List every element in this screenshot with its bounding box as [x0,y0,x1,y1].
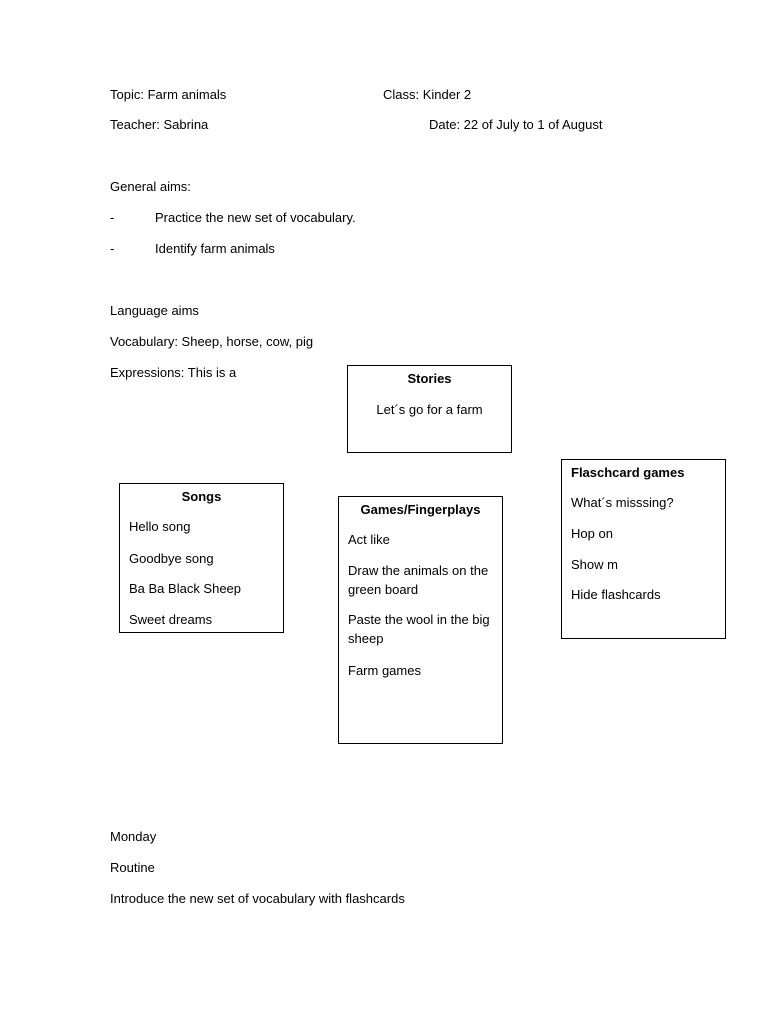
games-item: Act like [348,532,390,547]
games-item: Farm games [348,663,421,678]
games-title: Games/Fingerplays [360,502,481,517]
stories-box [347,365,512,453]
games-item: Paste the wool in the big sheep [348,612,490,646]
flashcard-games-item: Hide flashcards [571,587,661,602]
flashcard-games-title: Flaschcard games [571,465,685,480]
songs-item: Goodbye song [129,551,214,566]
class-label: Class: Kinder 2 [383,87,472,102]
general-aim-2: Identify farm animals [155,241,275,256]
date-label: Date: 22 of July to 1 of August [429,117,603,132]
flashcard-games-item: What´s misssing? [571,495,674,510]
teacher-label: Teacher: Sabrina [110,117,209,132]
general-aim-bullet-2: - [110,241,115,256]
general-aim-bullet-1: - [110,210,115,225]
monday-heading: Monday [110,829,157,844]
monday-activity: Introduce the new set of vocabulary with flashcards [110,891,405,906]
songs-box [119,483,284,633]
flashcard-games-item: Show m [571,557,618,572]
flashcard-games-box [561,459,726,639]
songs-item: Sweet dreams [129,612,213,627]
games-box [338,496,503,744]
stories-title: Stories [407,371,452,386]
monday-routine: Routine [110,860,155,875]
general-aim-1: Practice the new set of vocabulary. [155,210,356,225]
songs-title: Songs [181,489,222,504]
language-aims-heading: Language aims [110,303,199,318]
general-aims-heading: General aims: [110,179,191,194]
vocabulary-line: Vocabulary: Sheep, horse, cow, pig [110,334,314,349]
games-item: Draw the animals on the green board [348,563,489,597]
flashcard-games-item: Hop on [571,526,613,541]
stories-item: Let´s go for a farm [376,402,483,417]
songs-item: Ba Ba Black Sheep [129,581,242,596]
songs-item: Hello song [129,519,191,534]
topic-label: Topic: Farm animals [110,87,227,102]
expressions-line: Expressions: This is a [110,365,237,380]
